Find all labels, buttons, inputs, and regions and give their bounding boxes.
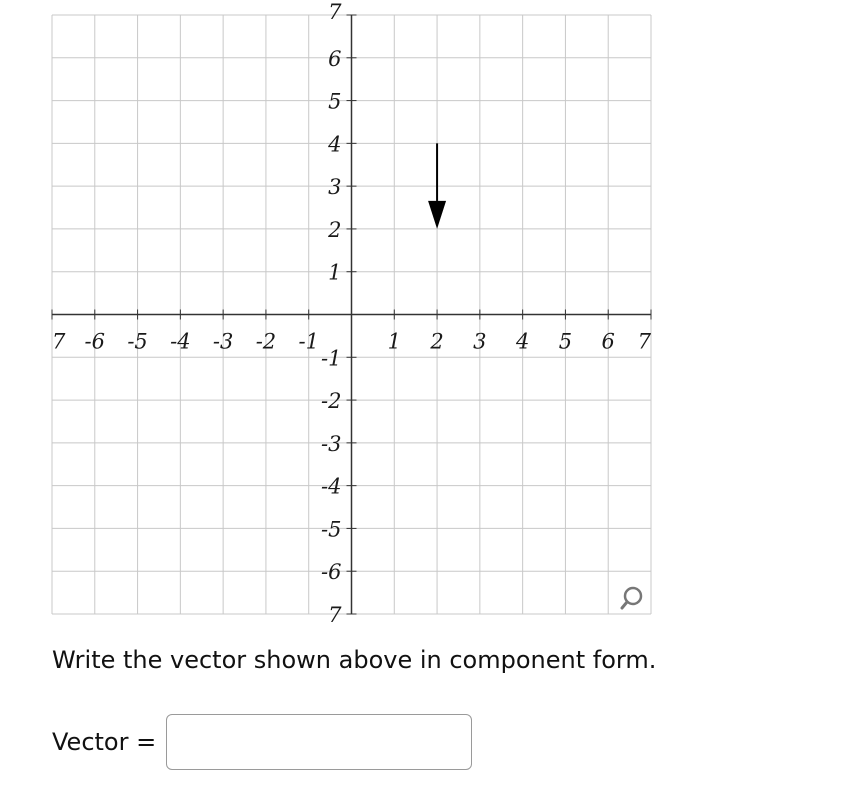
y-tick-label: -4 <box>321 474 342 499</box>
x-tick-label: 7 <box>52 329 66 354</box>
y-tick-label: 2 <box>328 217 342 242</box>
y-tick-label: 5 <box>328 89 342 114</box>
y-tick-label: -3 <box>321 431 342 456</box>
y-tick-label: 4 <box>328 132 342 157</box>
x-tick-label: -4 <box>170 329 191 354</box>
x-tick-label: 5 <box>558 329 573 354</box>
question-prompt: Write the vector shown above in component form. <box>52 646 657 674</box>
y-tick-label: -5 <box>321 517 342 542</box>
y-tick-label: 7 <box>328 0 342 24</box>
x-tick-label: 4 <box>515 329 530 354</box>
answer-row <box>52 713 472 771</box>
x-tick-label: 6 <box>601 329 615 354</box>
y-tick-label: -6 <box>321 560 342 585</box>
x-tick-label: -2 <box>255 329 277 354</box>
x-tick-label: 3 <box>473 329 487 354</box>
x-tick-label: -5 <box>127 329 148 354</box>
y-tick-label: 6 <box>328 46 342 71</box>
x-tick-label: -6 <box>84 329 106 354</box>
y-tick-label: 3 <box>328 175 342 200</box>
y-tick-label: -1 <box>321 346 342 371</box>
y-tick-label: 1 <box>328 260 342 285</box>
vector-arrowhead <box>428 201 446 229</box>
x-tick-label: 7 <box>637 329 651 354</box>
axes <box>52 15 651 614</box>
vector-answer-input[interactable] <box>166 714 472 770</box>
vector-label: Vector = <box>52 728 157 756</box>
x-tick-label: -3 <box>212 329 234 354</box>
x-tick-label: 1 <box>387 329 401 354</box>
magnifier-icon[interactable] <box>622 588 641 608</box>
y-tick-labels <box>321 0 342 627</box>
x-tick-label: -1 <box>298 329 319 354</box>
y-tick-label: -2 <box>321 389 342 414</box>
y-tick-label: 7 <box>328 603 342 627</box>
x-tick-label: 2 <box>430 329 444 354</box>
